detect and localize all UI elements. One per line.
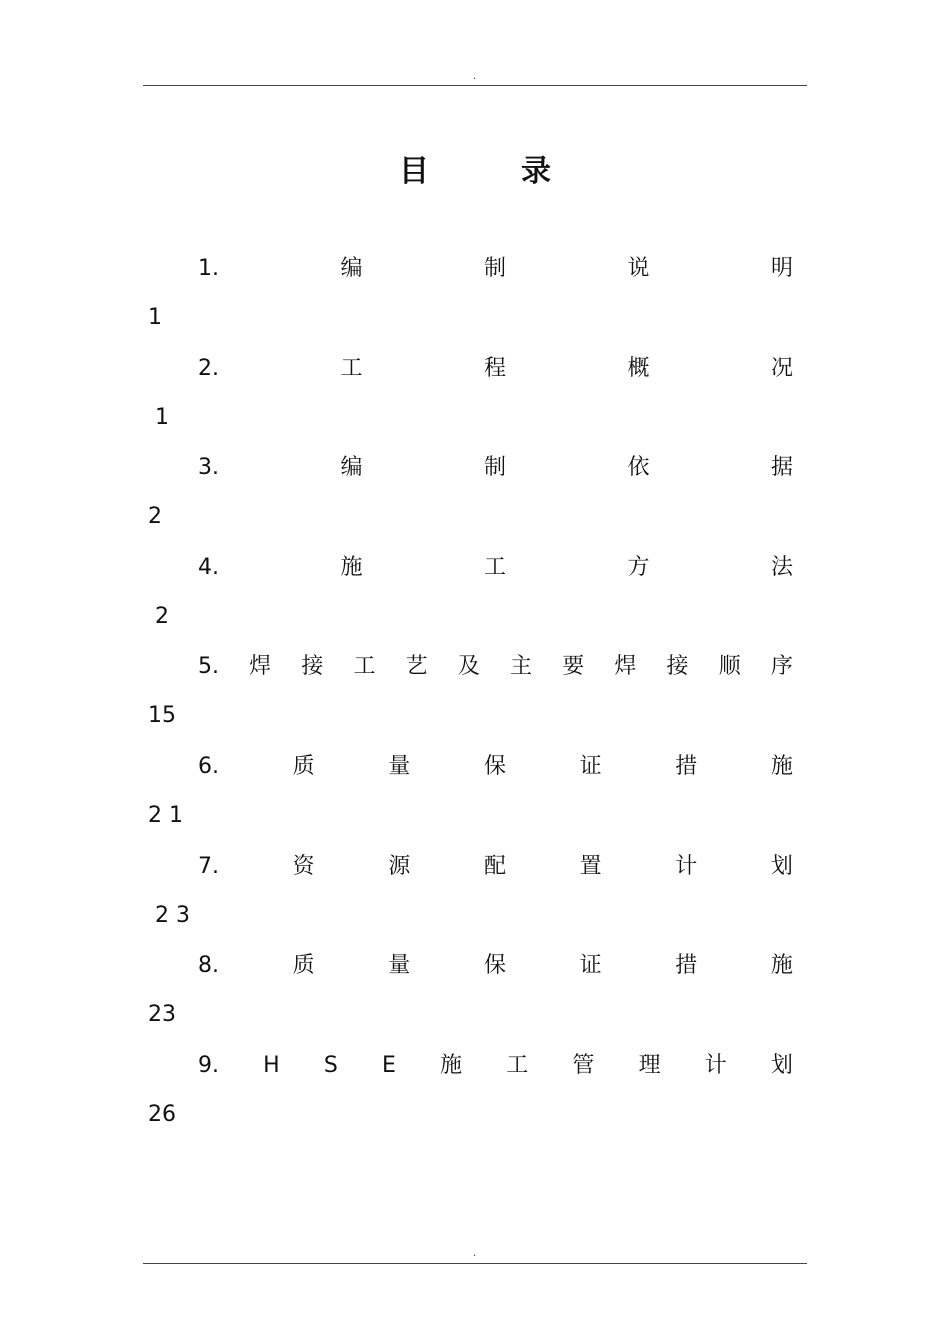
toc-entry-title-char: 量 — [388, 953, 411, 979]
toc-entry[interactable] — [198, 1051, 793, 1081]
toc-entry-title-char: 概 — [627, 355, 650, 381]
toc-entry[interactable] — [198, 553, 793, 583]
toc-entry-title-char: 划 — [770, 853, 793, 879]
toc-entry-title-char: 艺 — [405, 654, 428, 680]
toc-entry-title-char: 主 — [510, 654, 533, 680]
toc-entry[interactable] — [198, 453, 793, 483]
toc-entry-title-char: 划 — [770, 1052, 793, 1078]
toc-entry-title-char: 工 — [506, 1052, 529, 1078]
toc-entry-title-char: 资 — [292, 853, 315, 879]
toc-entry-title-char: 证 — [579, 754, 602, 779]
toc-entry-title-char: 施 — [770, 754, 793, 779]
toc-entry-page-number: 2 — [148, 504, 162, 530]
toc-entry-number: 7. — [198, 853, 219, 879]
toc-entry-page-number: 2 — [148, 603, 169, 629]
toc-entry-title-char: 接 — [666, 654, 689, 680]
toc-entry-title-char: 制 — [483, 455, 506, 481]
toc-entry-title-char: 置 — [579, 853, 602, 879]
toc-entry-title-char: 量 — [388, 754, 411, 779]
toc-entry-title-char: 措 — [675, 754, 698, 779]
toc-entry-title-char: 接 — [301, 654, 324, 680]
toc-entry-number: 2. — [198, 355, 219, 381]
toc-entry-title-char: 方 — [627, 554, 650, 580]
toc-entry-title-char: 计 — [675, 853, 698, 879]
toc-entry-title-char: 源 — [388, 853, 411, 879]
toc-entry-title-char: 编 — [340, 256, 363, 281]
toc-entry[interactable] — [198, 652, 793, 682]
toc-entry-number: 8. — [198, 953, 219, 979]
toc-entry-title-char: 保 — [483, 953, 506, 979]
toc-entry-title-char: 施 — [770, 953, 793, 979]
toc-entry-title-char: 质 — [292, 953, 315, 979]
toc-entry-title-char: H — [263, 1052, 280, 1078]
toc-entry-title-char: 依 — [627, 455, 650, 481]
title-left-char: 目 — [399, 154, 429, 189]
toc-entry-title-char: 配 — [483, 853, 506, 879]
toc-entry-title-char: 法 — [770, 554, 793, 580]
toc-entry-title-char: 质 — [292, 754, 315, 779]
toc-entry[interactable] — [198, 752, 793, 782]
header-mark: . — [473, 71, 477, 82]
toc-entry-title-char: 据 — [770, 455, 793, 481]
toc-entry-title-char: 证 — [579, 953, 602, 979]
toc-entry-title-char: 制 — [483, 256, 506, 281]
toc-entry-title-char: 焊 — [614, 654, 637, 680]
toc-entry-title-char: 要 — [562, 654, 585, 680]
toc-entry-page-number: 2 1 — [148, 803, 183, 828]
toc-entry-title-char: 说 — [627, 256, 650, 281]
title-right-char: 录 — [521, 154, 551, 189]
toc-entry-title-char: 况 — [770, 355, 793, 381]
toc-entry-number: 1. — [198, 256, 219, 281]
toc-entry-title-char: 程 — [483, 355, 506, 381]
toc-entry-page-number: 15 — [148, 703, 176, 729]
toc-entry-title-char: 管 — [572, 1052, 595, 1078]
toc-entry-page-number: 1 — [148, 404, 169, 430]
toc-entry-number: 5. — [198, 654, 219, 680]
toc-entry-title-char: 施 — [340, 554, 363, 580]
toc-entry-title-char: 编 — [340, 455, 363, 481]
footer-mark: . — [473, 1248, 477, 1259]
toc-entry-title-char: 计 — [704, 1052, 727, 1078]
toc-entry-number: 3. — [198, 455, 219, 481]
toc-entry-page-number: 26 — [148, 1101, 176, 1127]
toc-entry-number: 4. — [198, 554, 219, 580]
toc-entry-title-char: 工 — [340, 355, 363, 381]
toc-entry-number: 6. — [198, 754, 219, 779]
toc-entry-page-number: 1 — [148, 305, 162, 330]
toc-entry-title-char: S — [323, 1052, 338, 1078]
toc-entry-page-number: 23 — [148, 1002, 176, 1028]
toc-entry-title-char: 保 — [483, 754, 506, 779]
toc-entry-title-char: 序 — [770, 654, 793, 680]
toc-entry-title-char: E — [381, 1052, 396, 1078]
toc-entry-title-char: 及 — [457, 654, 480, 680]
toc-entry[interactable] — [198, 951, 793, 981]
toc-entry-title-char: 工 — [353, 654, 376, 680]
page-title — [0, 152, 950, 192]
toc-entry-title-char: 焊 — [249, 654, 272, 680]
footer-rule — [143, 1263, 807, 1264]
toc-entry[interactable] — [198, 254, 793, 284]
header-rule — [143, 85, 807, 86]
toc-entry-title-char: 施 — [440, 1052, 463, 1078]
toc-entry-title-char: 明 — [770, 256, 793, 281]
toc-entry[interactable] — [198, 852, 793, 882]
toc-entry-title-char: 理 — [638, 1052, 661, 1078]
toc-entry-number: 9. — [198, 1052, 219, 1078]
toc-entry-page-number: 2 3 — [148, 902, 190, 928]
toc-entry-title-char: 工 — [483, 554, 506, 580]
toc-entry-title-char: 顺 — [718, 654, 741, 680]
toc-entry[interactable] — [198, 354, 793, 384]
toc-entry-title-char: 措 — [675, 953, 698, 979]
